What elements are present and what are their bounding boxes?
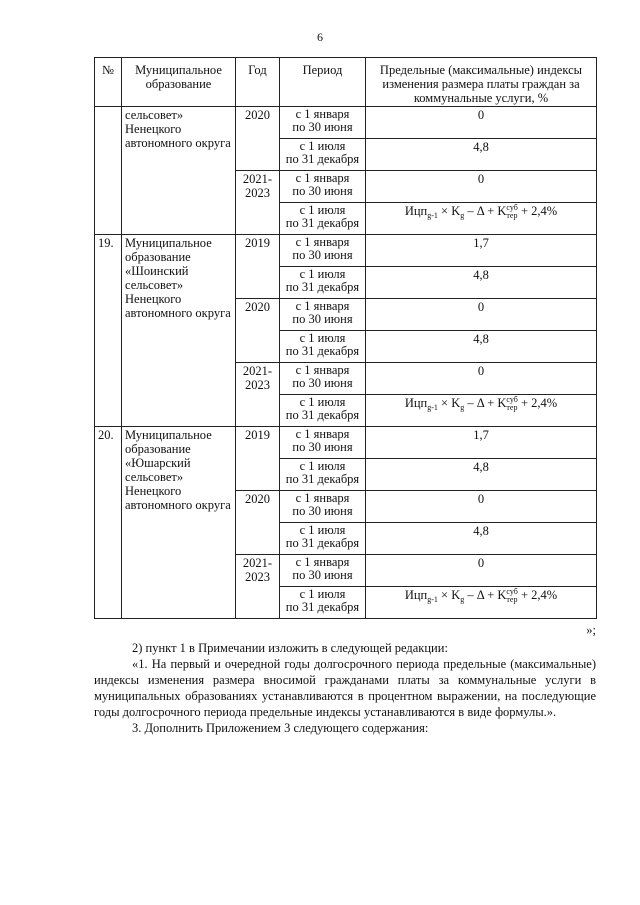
period-cell: с 1 января по 30 июня <box>280 427 366 459</box>
municipality-name: Муниципальное образование «Шоинский сельсовет» Ненецкого автономного округа <box>122 235 236 427</box>
row-number: 19. <box>95 235 122 427</box>
year-cell: 2021- 2023 <box>236 171 280 235</box>
paragraph-quote: «1. На первый и очередной годы долгосрочного периода предельные (максимальные) индексы изменения размера вносимой гражданами платы за коммунальные услуги в муниципальных образованиях устанавливаются в процентном выражении, на последующие годы долгосрочного периода предельные индексы устанавливаются в виде формулы.». <box>94 657 596 719</box>
period-cell: с 1 января по 30 июня <box>280 235 366 267</box>
year-cell: 2019 <box>236 235 280 299</box>
period-cell: с 1 июля по 31 декабря <box>280 331 366 363</box>
header-period: Период <box>280 58 366 107</box>
municipality-name: Муниципальное образование «Юшарский сельсовет» Ненецкого автономного округа <box>122 427 236 619</box>
index-value: 0 <box>366 171 597 203</box>
header-year: Год <box>236 58 280 107</box>
table-row <box>95 427 597 459</box>
year-cell: 2021- 2023 <box>236 555 280 619</box>
period-cell: с 1 июля по 31 декабря <box>280 267 366 299</box>
row-number <box>95 107 122 235</box>
table-row <box>95 107 597 139</box>
closing-mark: »; <box>586 623 596 637</box>
index-value <box>366 587 597 619</box>
index-value: 4,8 <box>366 139 597 171</box>
index-formula: $Ицп_{g-1} \times K_g - \Delta$ + Kсуб тер + 2,4% <box>404 587 558 605</box>
period-cell: с 1 января по 30 июня <box>280 555 366 587</box>
period-cell: с 1 июля по 31 декабря <box>280 395 366 427</box>
period-cell: с 1 июля по 31 декабря <box>280 587 366 619</box>
index-value: 1,7 <box>366 235 597 267</box>
period-cell: с 1 июля по 31 декабря <box>280 203 366 235</box>
year-cell: 2020 <box>236 299 280 363</box>
index-value: 4,8 <box>366 331 597 363</box>
index-formula: $Ицп_{g-1} \times K_g - \Delta$ + Kсуб тер + 2,4% <box>404 203 558 221</box>
year-cell: 2020 <box>236 491 280 555</box>
index-value: 1,7 <box>366 427 597 459</box>
index-value: 0 <box>366 555 597 587</box>
period-cell: с 1 января по 30 июня <box>280 299 366 331</box>
index-value: 0 <box>366 107 597 139</box>
period-cell: с 1 января по 30 июня <box>280 491 366 523</box>
period-cell: с 1 января по 30 июня <box>280 171 366 203</box>
page-number: 6 <box>317 30 323 44</box>
table-header-row <box>95 58 597 107</box>
municipality-name: сельсовет» Ненецкого автономного округа <box>122 107 236 235</box>
index-value: 0 <box>366 363 597 395</box>
header-index: Предельные (максимальные) индексы изменения размера платы граждан за коммунальные услуги, % <box>366 58 597 107</box>
period-cell: с 1 января по 30 июня <box>280 107 366 139</box>
period-cell: с 1 января по 30 июня <box>280 363 366 395</box>
index-value <box>366 203 597 235</box>
header-num: № <box>95 58 122 107</box>
index-value: 4,8 <box>366 523 597 555</box>
paragraph-item-2: 2) пункт 1 в Примечании изложить в следующей редакции: <box>132 641 448 655</box>
period-cell: с 1 июля по 31 декабря <box>280 459 366 491</box>
index-value: 0 <box>366 491 597 523</box>
index-value: 4,8 <box>366 267 597 299</box>
period-cell: с 1 июля по 31 декабря <box>280 523 366 555</box>
index-value: 4,8 <box>366 459 597 491</box>
period-cell: с 1 июля по 31 декабря <box>280 139 366 171</box>
index-formula: $Ицп_{g-1} \times K_g - \Delta$ + Kсуб тер + 2,4% <box>404 395 558 413</box>
index-value: 0 <box>366 299 597 331</box>
document-text <box>94 622 596 736</box>
table-body <box>95 107 597 619</box>
row-number: 20. <box>95 427 122 619</box>
tariff-index-table <box>94 57 597 619</box>
paragraph-item-3: 3. Дополнить Приложением 3 следующего содержания: <box>132 721 429 735</box>
index-value <box>366 395 597 427</box>
header-mo: Муниципальное образование <box>122 58 236 107</box>
year-cell: 2020 <box>236 107 280 171</box>
year-cell: 2019 <box>236 427 280 491</box>
table-row <box>95 235 597 267</box>
year-cell: 2021- 2023 <box>236 363 280 427</box>
